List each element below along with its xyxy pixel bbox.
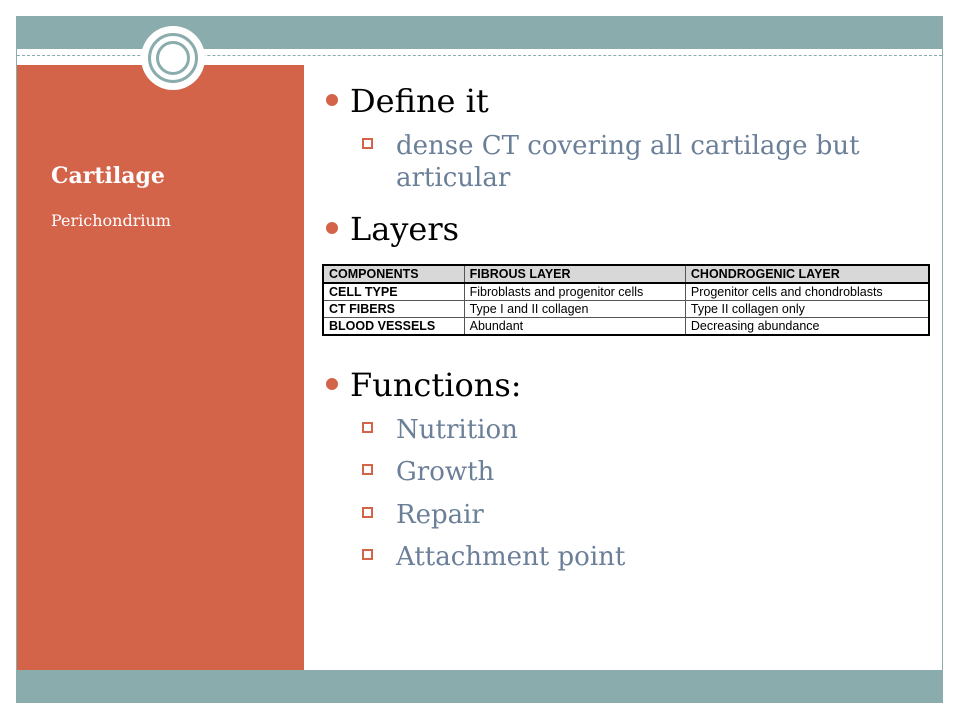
table-row [323,283,929,301]
table-header-cell: COMPONENTS [323,265,464,283]
bullet-dot-icon [326,378,338,390]
function-point: Repair [396,499,484,531]
table-cell: Abundant [464,318,685,336]
square-bullet-icon [362,138,373,149]
slide-subtitle: Perichondrium [51,211,171,230]
heading-define: Define it [350,82,489,120]
side-panel [17,65,304,672]
bottom-band [17,670,942,702]
ring-ornament-icon [141,26,205,90]
table-cell: Decreasing abundance [685,318,929,336]
table-header-row [323,265,929,283]
table-cell: Type II collagen only [685,301,929,318]
function-point: Growth [396,456,494,488]
table-row [323,318,929,336]
square-bullet-icon [362,507,373,518]
square-bullet-icon [362,464,373,475]
square-bullet-icon [362,422,373,433]
table-cell: Progenitor cells and chondroblasts [685,283,929,301]
square-bullet-icon [362,549,373,560]
layers-table [322,264,930,336]
table-cell: BLOOD VESSELS [323,318,464,336]
table-cell: Type I and II collagen [464,301,685,318]
table-cell: Fibroblasts and progenitor cells [464,283,685,301]
heading-functions: Functions: [350,366,522,404]
bullet-dot-icon [326,222,338,234]
table-header-cell: CHONDROGENIC LAYER [685,265,929,283]
bullet-dot-icon [326,94,338,106]
table-cell: CT FIBERS [323,301,464,318]
table-row [323,301,929,318]
function-point: Nutrition [396,414,518,446]
table-cell: CELL TYPE [323,283,464,301]
define-point: dense CT covering all cartilage but articular [396,130,866,194]
slide-title: Cartilage [51,163,165,189]
function-point: Attachment point [396,541,625,573]
heading-layers: Layers [350,210,459,248]
table-header-cell: FIBROUS LAYER [464,265,685,283]
